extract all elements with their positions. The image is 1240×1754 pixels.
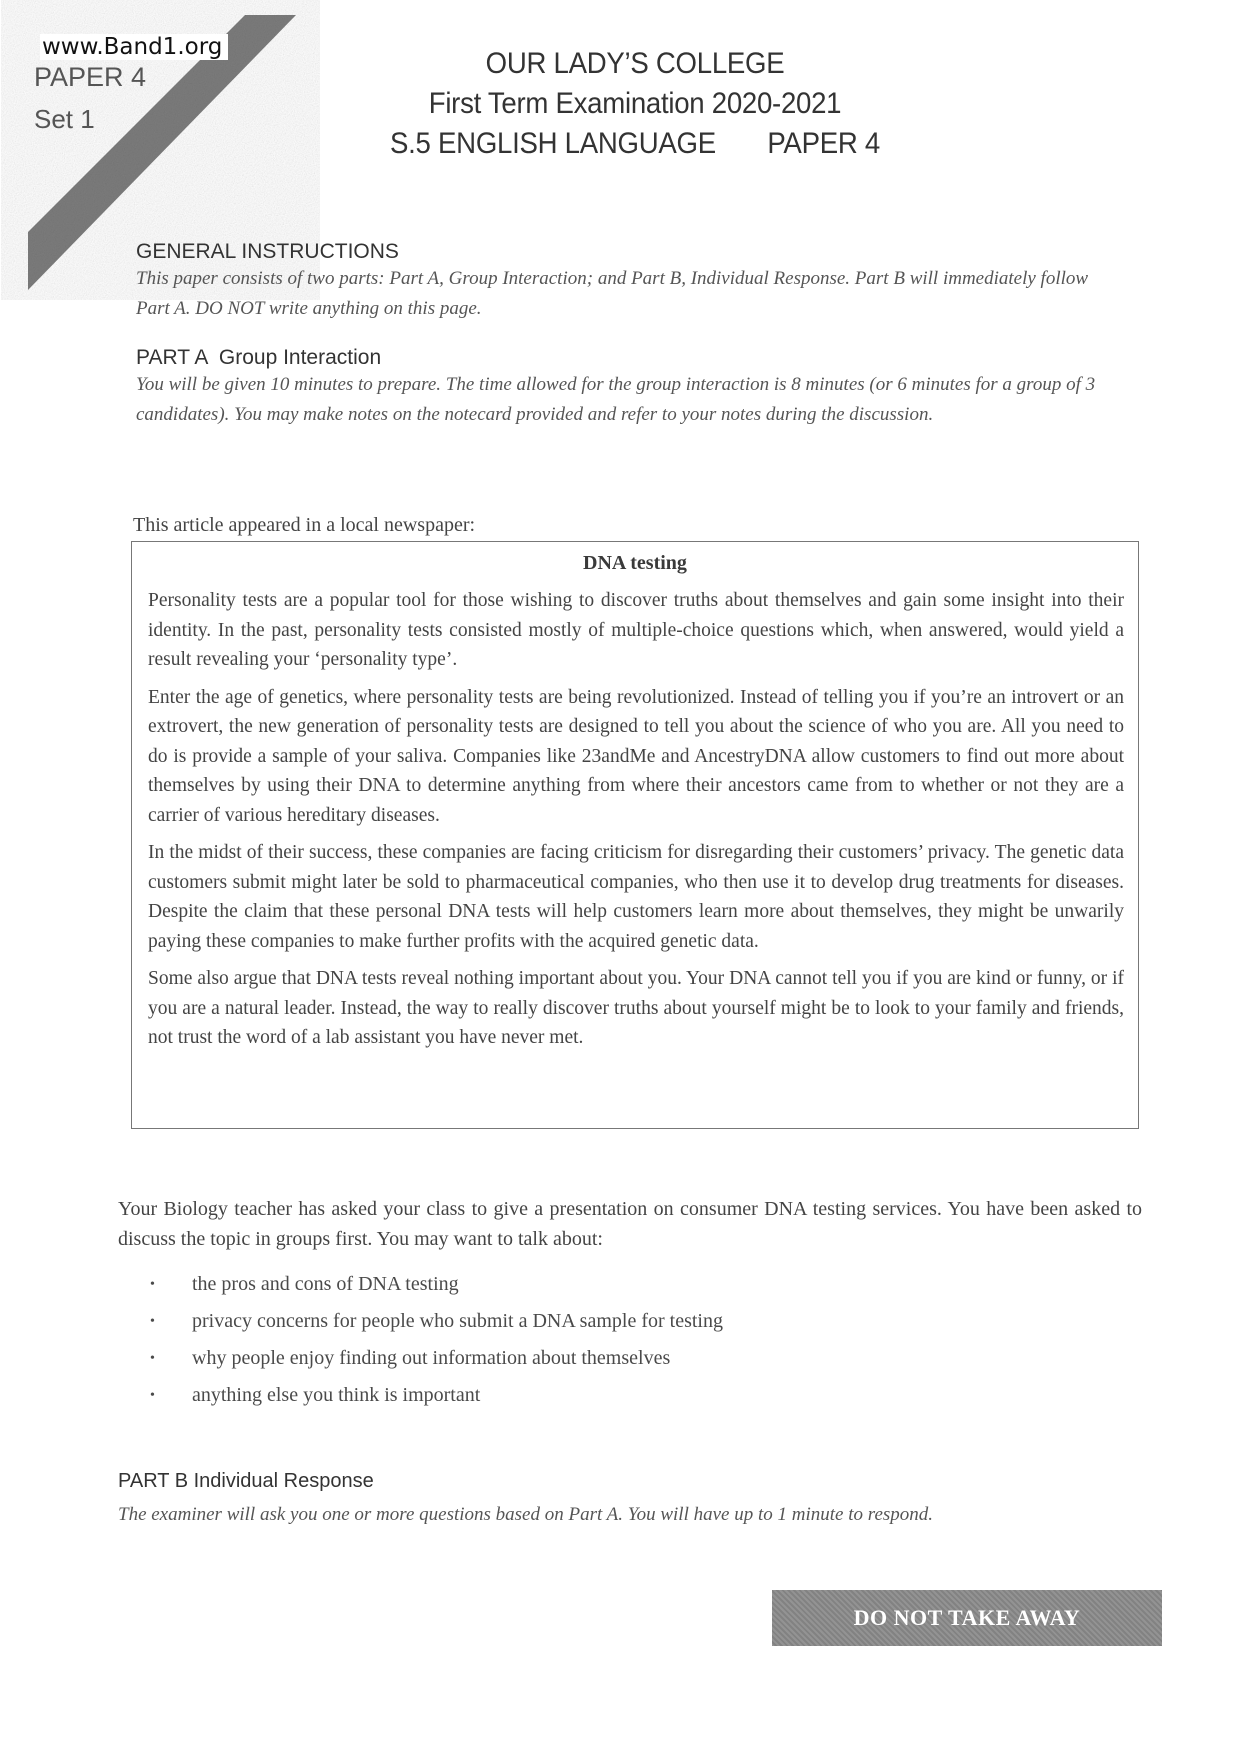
corner-set-label: Set 1: [34, 104, 95, 134]
part-a-heading: PART A Group Interaction: [136, 346, 382, 369]
subject-name: S.5 ENGLISH LANGUAGE: [390, 127, 716, 160]
list-item-text: anything else you think is important: [192, 1384, 481, 1406]
article-box: [131, 541, 1139, 1129]
corner-paper-label: PAPER 4: [34, 62, 147, 92]
part-a-instructions: You will be given 10 minutes to prepare. The time allowed for the group interaction is 8 minutes (or 6 minutes for a group of 3 candidates). You may make notes on the notecard provided and refer to your notes during the discussion.: [136, 374, 1096, 425]
part-b-heading: PART B Individual Response: [118, 1470, 374, 1492]
do-not-take-away-stamp: DO NOT TAKE AWAY: [772, 1590, 1162, 1646]
bullet-icon: •: [150, 1314, 155, 1329]
subject-line: [354, 124, 915, 164]
general-instructions-heading: GENERAL INSTRUCTIONS: [136, 240, 399, 263]
list-item-text: the pros and cons of DNA testing: [192, 1273, 459, 1295]
article-body: [148, 586, 1124, 1061]
article-intro: This article appeared in a local newspaper:: [133, 514, 476, 536]
list-item: [150, 1266, 723, 1303]
discussion-points-list: [150, 1266, 723, 1414]
paper-number: PAPER 4: [767, 127, 880, 160]
bullet-icon: •: [150, 1277, 155, 1292]
part-b-instructions: The examiner will ask you one or more questions based on Part A. You will have up to 1 minute to respond.: [118, 1504, 934, 1525]
list-item: [150, 1340, 723, 1377]
article-paragraph: In the midst of their success, these companies are facing criticism for disregarding their customers’ privacy. The genetic data customers submit might later be sold to pharmaceutical companies, who then use it to develop drug treatments for diseases. Despite the claim that these personal DNA tests will help customers learn more about themselves, they might be unwarily paying these companies to make further profits with the acquired genetic data.: [148, 842, 1124, 952]
exam-name: First Term Examination 2020-2021: [428, 87, 842, 120]
article-title: DNA testing: [583, 552, 687, 574]
article-paragraph: Personality tests are a popular tool for those wishing to discover truths about themselves and gain some insight into their identity. In the past, personality tests consisted mostly of multiple-choice questions which, when answered, would yield a result revealing your ‘personality type’.: [148, 590, 1124, 670]
list-item: [150, 1303, 723, 1340]
article-paragraph: Some also argue that DNA tests reveal nothing important about you. Your DNA cannot tell you if you are kind or funny, or if you are a natural leader. Instead, the way to really discover truths about yourself might be to look to your family and friends, not trust the word of a lab assistant you have never met.: [148, 968, 1124, 1048]
bullet-icon: •: [150, 1388, 155, 1403]
article-paragraph: Enter the age of genetics, where personality tests are being revolutionized. Instead of telling you if you’re an introvert or an extrovert, the new generation of personality tests are designed to tell you about the science of who you are. All you need to do is provide a sample of your saliva. Companies like 23andMe and AncestryDNA allow customers to find out more about themselves by using their DNA to determine anything from where their ancestors came from to whether or not they are a carrier of various hereditary diseases.: [148, 686, 1124, 826]
bullet-icon: •: [150, 1351, 155, 1366]
list-item-text: why people enjoy finding out information about themselves: [192, 1347, 671, 1369]
general-instructions-text: This paper consists of two parts: Part A, Group Interaction; and Part B, Individual Response. Part B will immediately follow Part A. DO NOT write anything on this page.: [136, 268, 1089, 319]
school-name: OUR LADY’S COLLEGE: [485, 47, 785, 80]
exam-header: [330, 44, 940, 164]
list-item: [150, 1377, 723, 1414]
task-description: Your Biology teacher has asked your class to give a presentation on consumer DNA testing services. You have been asked to discuss the topic in groups first. You may want to talk about:: [118, 1198, 1142, 1250]
list-item-text: privacy concerns for people who submit a DNA sample for testing: [192, 1310, 723, 1332]
watermark-url: www.Band1.org: [40, 34, 228, 60]
